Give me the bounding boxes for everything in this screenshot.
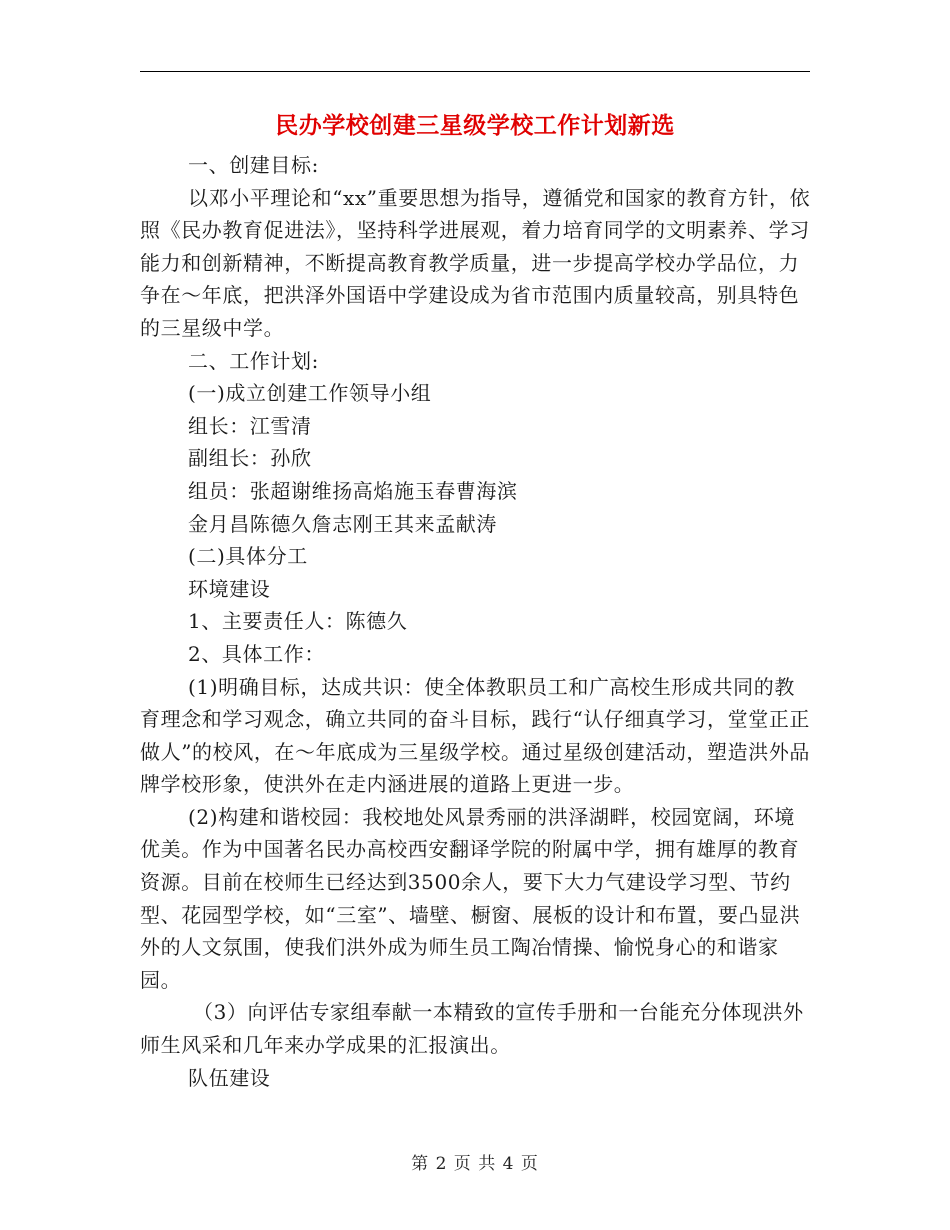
heading-team-building: 队伍建设 bbox=[188, 1065, 271, 1090]
members-line-continued: 金月昌陈德久詹志刚王其来孟献涛 bbox=[188, 511, 497, 536]
leader-line: 组长：江雪清 bbox=[188, 413, 312, 438]
paragraph-brochure: （3）向评估专家组奉献一本精致的宣传手册和一台能充分体现洪外师生风采和几年来办学成果的汇报演出。 bbox=[140, 1000, 804, 1058]
deputy-leader-line: 副组长：孙欣 bbox=[188, 446, 312, 471]
members-line: 组员：张超谢维扬高焰施玉春曹海滨 bbox=[188, 478, 518, 503]
subheading-leadership-group: (一)成立创建工作领导小组 bbox=[188, 381, 432, 406]
specific-work-line: 2、具体工作： bbox=[188, 641, 325, 666]
document-body bbox=[140, 149, 812, 1094]
subheading-division-of-work: (二)具体分工 bbox=[188, 544, 308, 569]
document-title: 民办学校创建三星级学校工作计划新选 bbox=[275, 112, 675, 139]
responsible-person-line: 1、主要责任人：陈德久 bbox=[188, 609, 408, 634]
paragraph-goal: 以邓小平理论和“xx”重要思想为指导，遵循党和国家的教育方针，依照《民办教育促进法》，坚持科学进展观，着力培育同学的文明素养、学习能力和创新精神，不断提高教育教学质量，进一步提高学校办学品位，力争在～年底，把洪泽外国语中学建设成为省市范围内质量较高，别具特色的三星级中学。 bbox=[140, 185, 811, 340]
section-heading-plan: 二、工作计划: bbox=[188, 348, 319, 373]
paragraph-clear-goal: (1)明确目标，达成共识：使全体教职员工和广高校生形成共同的教育理念和学习观念，确立共同的奋斗目标，践行“认仔细真学习，堂堂正正做人”的校风，在～年底成为三星级学校。通过星级创建活动，塑造洪外品牌学校形象，使洪外在走内涵进展的道路上更进一步。 bbox=[140, 674, 811, 797]
header-rule bbox=[140, 71, 810, 72]
page-number: 第 2 页 共 4 页 bbox=[411, 1154, 539, 1174]
paragraph-harmonious-campus: (2)构建和谐校园：我校地处风景秀丽的洪泽湖畔，校园宽阔，环境优美。作为中国著名民办高校西安翻译学院的附属中学，拥有雄厚的教育资源。目前在校师生已经达到3500余人，要下大力气建设学习型、节约型、花园型学校，如“三室”、墙壁、橱窗、展板的设计和布置，要凸显洪外的人文氛围，使我们洪外成为师生员工陶冶情操、愉悦身心的和谐家园。 bbox=[140, 804, 801, 992]
section-heading-goal: 一、创建目标: bbox=[188, 153, 319, 177]
heading-environment: 环境建设 bbox=[188, 576, 271, 601]
